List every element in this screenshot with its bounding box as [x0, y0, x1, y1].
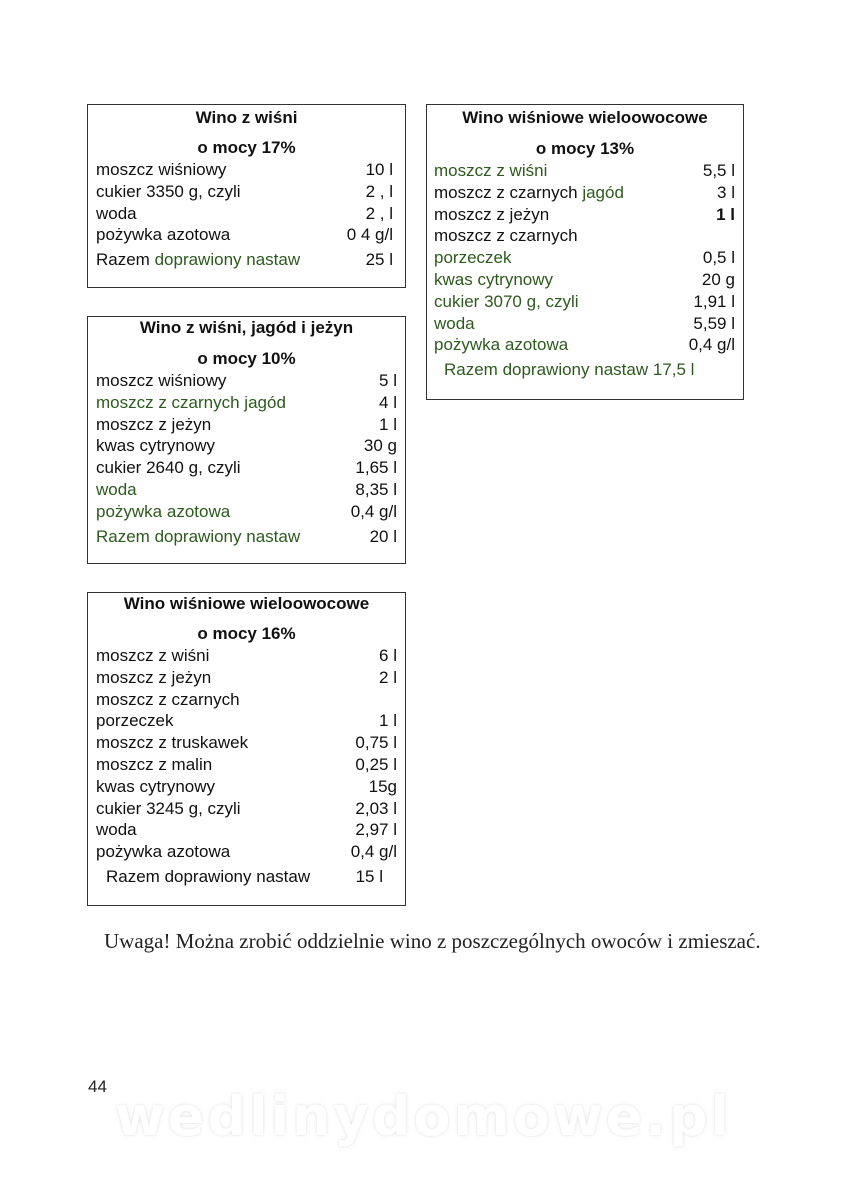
total-label: Razem doprawiony nastaw 17,5 l: [444, 360, 695, 380]
ingredient-amount: 2 , l: [365, 181, 393, 201]
ingredient-label: moszcz wiśniowy: [96, 160, 227, 179]
ingredient-label: moszcz z truskawek: [96, 733, 249, 753]
ingredient-row: [88, 710, 405, 732]
ingredient-amount: 0,25 l: [355, 754, 397, 774]
ingredient-label-prefix: moszcz z czarnych: [434, 182, 583, 202]
ingredient-label: woda: [434, 313, 475, 333]
total-label: [96, 249, 300, 271]
ingredient-row: [88, 754, 405, 776]
ingredient-amount: 15g: [368, 776, 397, 796]
ingredient-row: [427, 269, 743, 291]
ingredient-amount: 2,03 l: [355, 798, 397, 818]
ingredient-amount: 0,4 g/l: [350, 842, 397, 862]
recipe-box-multifruit-13: [426, 104, 744, 400]
ingredient-label: kwas cytrynowy: [434, 269, 554, 289]
ingredient-label: cukier 3350 g, czyli: [96, 181, 241, 201]
ingredient-label: pożywka azotowa: [96, 501, 231, 521]
ingredient-amount: 3 l: [717, 182, 735, 202]
ingredient-row: [88, 776, 405, 798]
ingredient-row: [88, 392, 405, 414]
ingredient-label: [434, 182, 624, 204]
ingredient-label-text: jagód: [582, 182, 624, 202]
ingredient-row: [88, 841, 405, 863]
ingredient-row: [427, 204, 743, 226]
ingredient-amount: 4 l: [379, 392, 397, 412]
ingredient-row: [427, 160, 743, 182]
total-amount: 15 l: [355, 866, 383, 886]
ingredient-label: woda: [96, 820, 137, 840]
ingredient-label: moszcz z czarnych: [434, 226, 578, 246]
ingredient-amount: 0,4 g/l: [350, 501, 397, 521]
ingredient-row: [427, 291, 743, 313]
ingredient-row: [88, 798, 405, 820]
page-number: 44: [88, 1077, 107, 1096]
recipe-box-multifruit-16: [87, 592, 406, 906]
ingredient-amount: 1,65 l: [355, 458, 397, 478]
ingredient-label: moszcz z jeżyn: [96, 414, 212, 434]
ingredient-row: [88, 645, 405, 667]
ingredient-label: pożywka azotowa: [96, 842, 231, 862]
ingredient-row: [88, 203, 405, 225]
ingredient-label: moszcz z jeżyn: [96, 667, 212, 687]
recipe-strength: o mocy 10%: [197, 349, 296, 368]
ingredient-row: [427, 182, 743, 204]
ingredient-amount: 1 l: [379, 414, 397, 434]
recipe-strength: o mocy 16%: [197, 624, 296, 643]
total-label-prefix: Razem: [96, 250, 155, 270]
recipe-title: Wino wiśniowe wieloowocowe: [462, 108, 708, 127]
ingredient-amount: 2,97 l: [355, 820, 397, 840]
recipe-box-cherry-17: [87, 104, 406, 288]
total-label: Razem doprawiony nastaw: [96, 526, 301, 546]
total-label-text: doprawiony nastaw: [154, 250, 301, 270]
ingredient-label: moszcz z czarnych jagód: [96, 392, 286, 412]
ingredient-row: [427, 334, 743, 356]
ingredient-amount: 5,5 l: [702, 161, 735, 180]
ingredient-amount: 20 g: [701, 269, 735, 289]
ingredient-row: [88, 479, 405, 501]
watermark: wedlinydomowe.pl: [114, 1085, 733, 1148]
ingredient-label: moszcz z czarnych: [96, 689, 240, 709]
recipe-strength: o mocy 13%: [535, 139, 635, 158]
ingredient-label: kwas cytrynowy: [96, 436, 216, 456]
ingredient-label: woda: [96, 203, 137, 223]
ingredient-row: [88, 819, 405, 841]
recipe-strength: o mocy 17%: [197, 138, 296, 157]
ingredient-label: cukier 3245 g, czyli: [96, 798, 241, 818]
ingredient-row: [88, 370, 405, 392]
ingredient-label: moszcz z wiśni: [434, 161, 548, 180]
ingredient-amount: 0,75 l: [355, 733, 397, 753]
ingredient-amount: 30 g: [363, 436, 397, 456]
total-amount: 20 l: [369, 526, 397, 546]
ingredient-amount: 0,4 g/l: [688, 335, 735, 355]
ingredient-label: cukier 3070 g, czyli: [434, 291, 579, 311]
ingredient-label: moszcz z wiśni: [96, 646, 210, 665]
ingredient-amount: 5,59 l: [693, 313, 735, 333]
ingredient-amount: 1 l: [716, 204, 735, 224]
total-amount: 25 l: [365, 250, 393, 270]
ingredient-amount: 2 l: [379, 667, 397, 687]
ingredient-label: pożywka azotowa: [434, 335, 569, 355]
ingredient-label: moszcz z malin: [96, 754, 213, 774]
ingredient-label: woda: [96, 479, 137, 499]
total-row: [88, 866, 405, 888]
ingredient-amount: 10 l: [365, 160, 393, 179]
ingredient-label: moszcz wiśniowy: [96, 371, 227, 390]
ingredient-row: [427, 313, 743, 335]
recipe-title: Wino wiśniowe wieloowocowe: [123, 594, 370, 613]
ingredient-label: pożywka azotowa: [96, 225, 231, 245]
ingredient-amount: 5 l: [379, 371, 397, 390]
total-row: [88, 526, 405, 548]
ingredient-row: [88, 159, 405, 181]
ingredient-row: [88, 224, 405, 246]
ingredient-row: [88, 501, 405, 523]
ingredient-label: kwas cytrynowy: [96, 776, 216, 796]
ingredient-row: [427, 247, 743, 269]
ingredient-amount: 1 l: [379, 711, 397, 731]
ingredient-amount: 6 l: [379, 646, 397, 665]
ingredient-amount: 0,5 l: [702, 248, 735, 268]
total-label: Razem doprawiony nastaw: [106, 866, 311, 886]
ingredient-row: [88, 181, 405, 203]
ingredient-label: cukier 2640 g, czyli: [96, 458, 241, 478]
recipe-title: Wino z wiśni, jagód i jeżyn: [139, 318, 354, 337]
ingredient-label: moszcz z jeżyn: [434, 204, 550, 224]
recipe-title: Wino z wiśni: [195, 108, 298, 127]
ingredient-label: porzeczek: [434, 248, 512, 268]
ingredient-row: [88, 732, 405, 754]
ingredient-row: [88, 414, 405, 436]
ingredient-amount: 2 , l: [365, 203, 393, 223]
ingredient-row: [88, 689, 405, 711]
total-row: [427, 359, 743, 381]
ingredient-amount: 0 4 g/l: [346, 225, 393, 245]
ingredient-row: [88, 457, 405, 479]
total-row: [88, 249, 405, 271]
recipe-box-cherry-berry-10: [87, 316, 406, 564]
ingredient-amount: 1,91 l: [693, 291, 735, 311]
ingredient-row: [88, 435, 405, 457]
ingredient-amount: 8,35 l: [355, 479, 397, 499]
ingredient-row: [427, 225, 743, 247]
ingredient-row: [88, 667, 405, 689]
ingredient-label: porzeczek: [96, 711, 174, 731]
note-paragraph: Uwaga! Można zrobić oddzielnie wino z poszczególnych owoców i zmieszać.: [104, 929, 761, 953]
